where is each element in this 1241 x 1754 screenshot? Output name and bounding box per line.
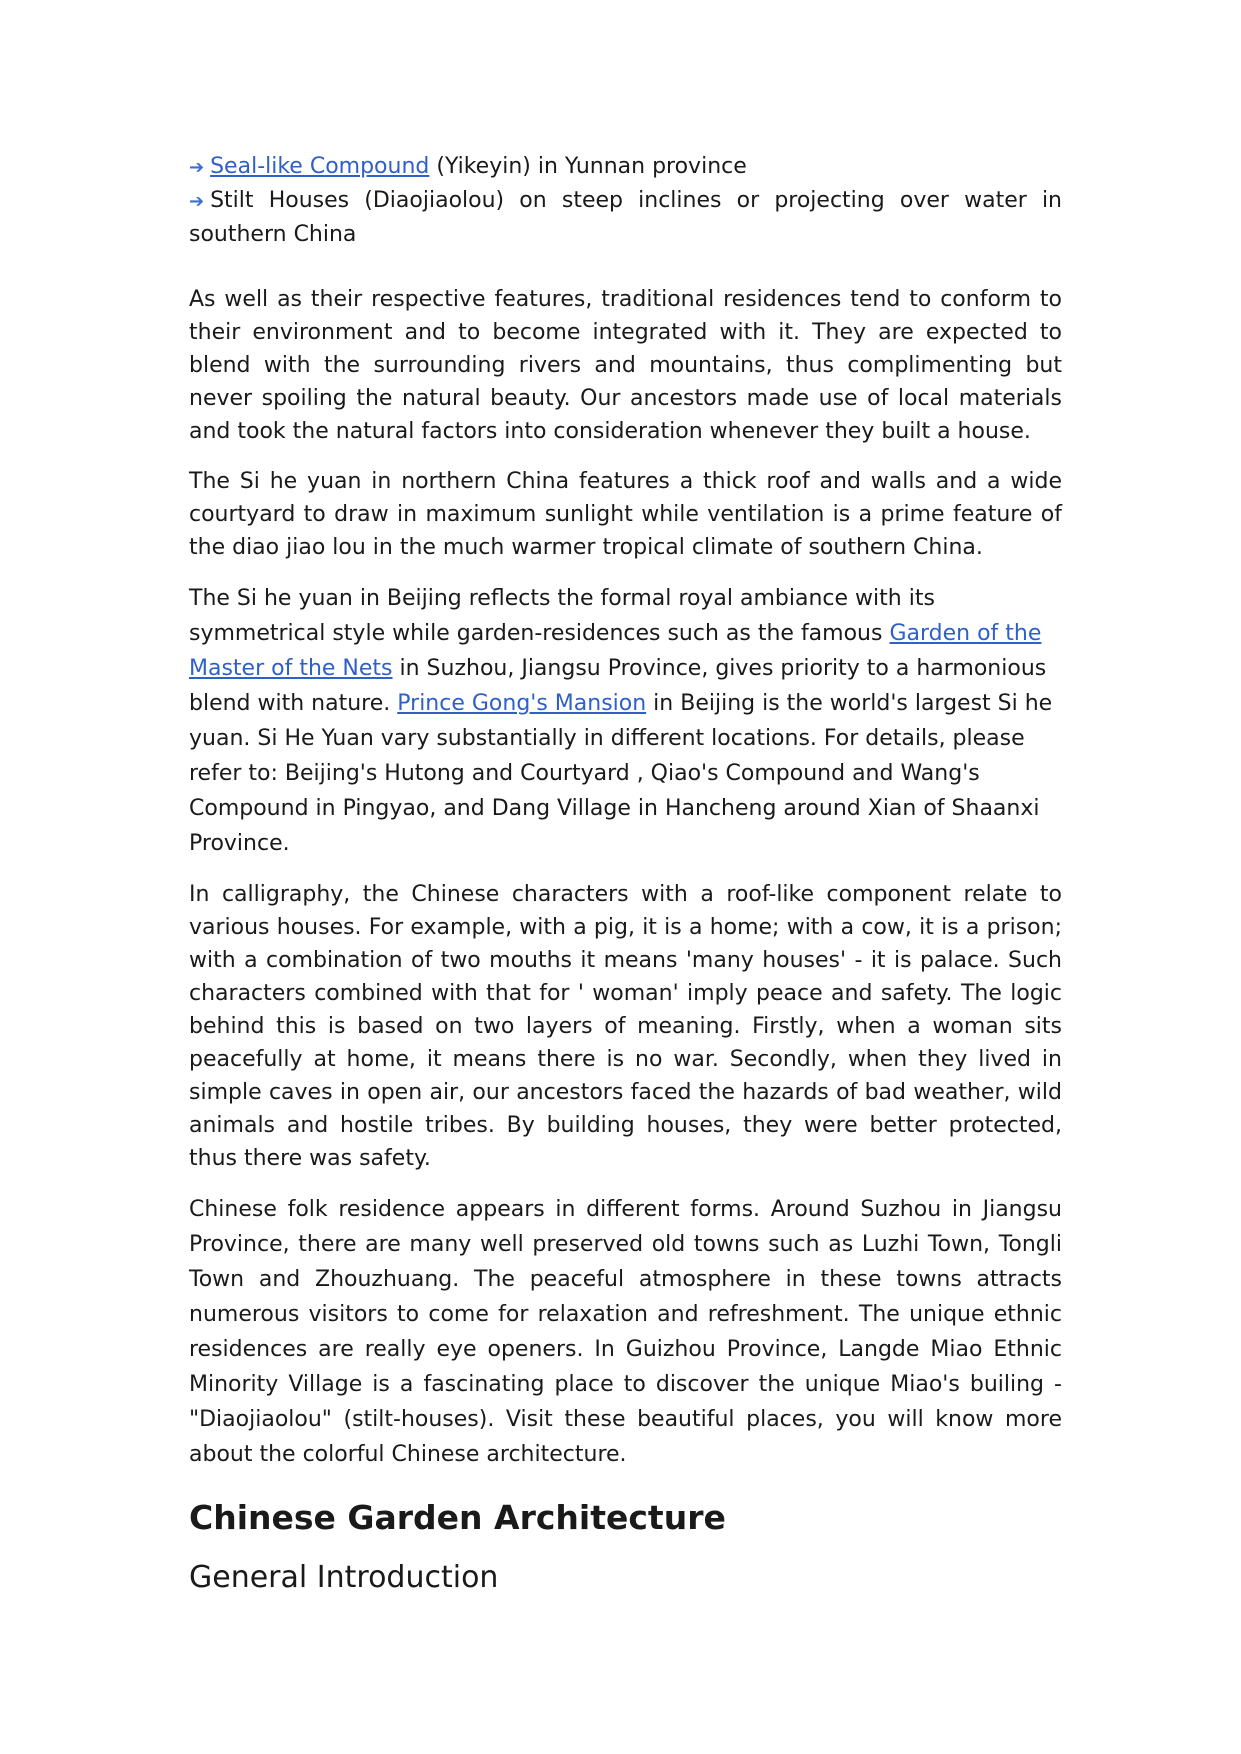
paragraph-folk-residence: Chinese folk residence appears in different forms. Around Suzhou in Jiangsu Province, there are many well preserved old towns such as Luzhi Town, Tongli Town and Zhouzhuang. The peaceful atmosphere in these towns attracts numerous visitors to come for relaxation and refreshment. The unique ethnic residences are really eye openers. In Guizhou Province, Langde Miao Ethnic Minority Village is a fascinating place to discover the unique Miao's builing - "Diaojiaolou" (stilt-houses). Visit these beautiful places, you will know more about the colorful Chinese architecture.	[189, 1197, 1062, 1467]
garden-master-nets-link[interactable]: Garden of the Master of the Nets	[189, 621, 1042, 681]
paragraph-calligraphy: In calligraphy, the Chinese characters with a roof-like component relate to various houses. For example, with a pig, it is a home; with a cow, it is a prison; with a combination of two mouths it means 'many houses' - it is palace. Such characters combined with that for ' woman' imply peace and safety. The logic behind this is based on two layers of meaning. Firstly, when a woman sits peacefully at home, it means there is no war. Secondly, when they lived in simple caves in open air, our ancestors faced the hazards of bad weather, wild animals and hostile tribes. By building houses, they were better protected, thus there was safety.	[189, 882, 1062, 1171]
arrow-right-icon: ➔	[189, 191, 205, 212]
prince-gong-mansion-link[interactable]: Prince Gong's Mansion	[397, 691, 647, 716]
list-item	[189, 184, 1062, 251]
paragraph-environment: As well as their respective features, traditional residences tend to conform to their environment and to become integrated with it. They are expected to blend with the surrounding rivers and mountains, thus complimenting but never spoiling the natural beauty. Our ancestors made use of local materials and took the natural factors into consideration whenever they built a house.	[189, 287, 1062, 444]
paragraph-text: in Beijing is the world's largest Si he yuan. Si He Yuan vary substantially in different locations. For details, please refer to: Beijing's Hutong and Courtyard , Qiao's Compound and Wang's Compound in Pingyao, and Dang Village in Hancheng around Xian of Shaanxi Province.	[189, 691, 1053, 856]
paragraph-si-he-yuan	[189, 581, 1062, 861]
section-subheading: General Introduction	[189, 1560, 499, 1595]
arrow-right-icon: ➔	[189, 157, 205, 178]
seal-like-compound-link[interactable]: Seal-like Compound	[210, 154, 430, 179]
list-item	[189, 150, 1062, 184]
list-item-text: (Yikeyin) in Yunnan province	[429, 154, 747, 179]
residence-list	[189, 150, 1062, 251]
document-page	[189, 150, 1062, 1598]
paragraph-text: The Si he yuan in Beijing reflects the formal royal ambiance with its symmetrical style while garden-residences such as the famous	[189, 586, 935, 646]
list-item-text: Stilt Houses (Diaojiaolou) on steep inclines or projecting over water in southern China	[189, 188, 1062, 247]
section-heading: Chinese Garden Architecture	[189, 1498, 726, 1537]
paragraph-climate: The Si he yuan in northern China features a thick roof and walls and a wide courtyard to draw in maximum sunlight while ventilation is a prime feature of the diao jiao lou in the much warmer tropical climate of southern China.	[189, 469, 1062, 560]
paragraph-text: in Suzhou, Jiangsu Province, gives priority to a harmonious blend with nature.	[189, 656, 1047, 716]
